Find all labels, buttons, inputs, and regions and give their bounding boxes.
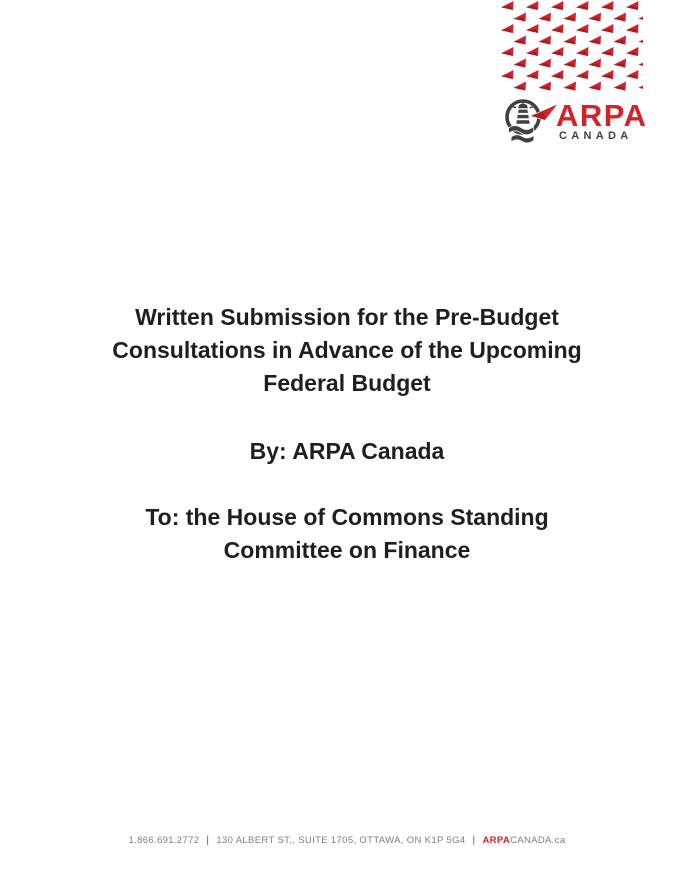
footer-website-domain: CANADA.ca <box>510 835 566 846</box>
title-line-1: Written Submission for the Pre-Budget <box>135 304 559 330</box>
recipient-line-1: To: the House of Commons Standing <box>145 504 549 530</box>
title-line-2: Consultations in Advance of the Upcoming <box>112 337 582 363</box>
footer-separator: | <box>472 835 476 846</box>
title-line-3: Federal Budget <box>263 370 431 396</box>
footer-separator: | <box>206 835 210 846</box>
recipient-line-2: Committee on Finance <box>223 537 471 563</box>
lighthouse-logo-icon <box>502 94 560 152</box>
document-footer <box>0 835 694 846</box>
logo-wordmark-sub: CANADA <box>559 130 633 142</box>
document-byline: By: ARPA Canada <box>249 438 445 464</box>
logo-wordmark: ARPA <box>556 98 648 133</box>
footer-website-brand: ARPA <box>482 835 511 846</box>
document-title <box>0 301 694 400</box>
document-recipient <box>0 501 694 567</box>
footer-website <box>482 835 565 846</box>
triangle-pattern-decoration <box>501 0 643 91</box>
footer-phone: 1.866.691.2772 <box>128 835 200 846</box>
footer-address: 130 ALBERT ST., SUITE 1705, OTTAWA, ON K1P 5G4 <box>216 835 466 846</box>
